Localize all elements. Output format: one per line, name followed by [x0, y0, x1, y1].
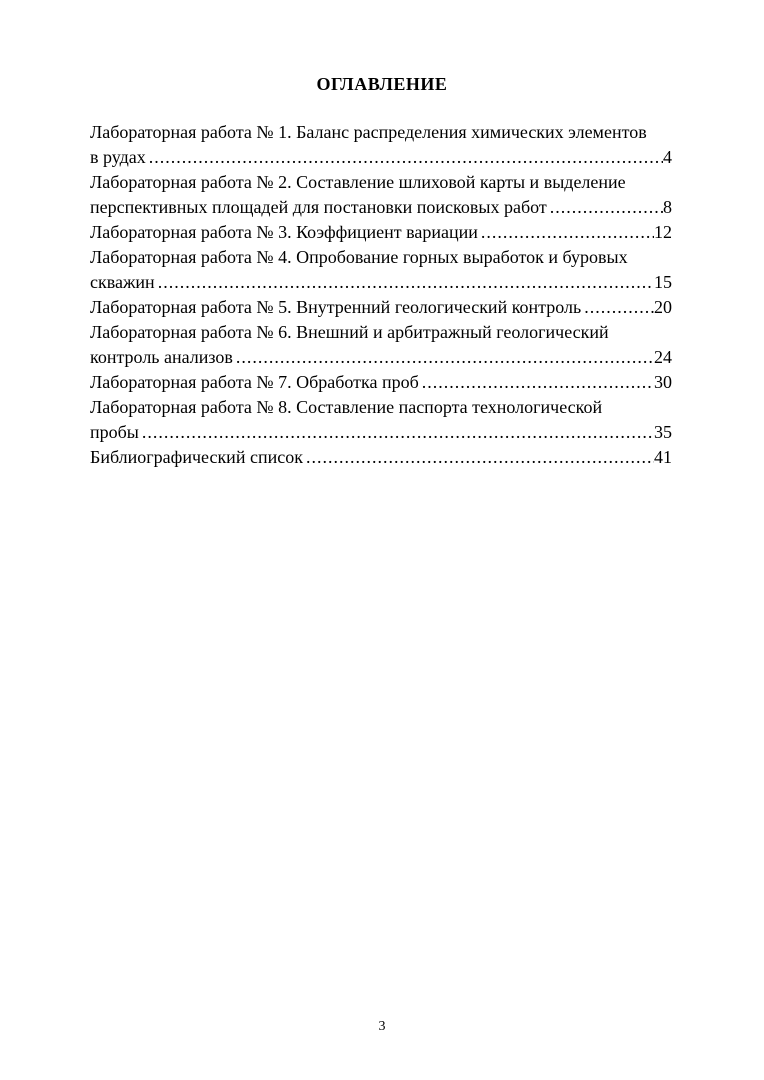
toc-entry-line	[90, 420, 672, 445]
toc-entry-9[interactable]	[90, 445, 672, 470]
toc-page-number: 41	[654, 447, 672, 467]
toc-page-number: 35	[654, 422, 672, 442]
toc-entry-title-continued: скважин	[90, 272, 155, 292]
toc-entry-title: Библиографический список	[90, 447, 303, 467]
dot-leader	[581, 295, 654, 320]
dot-leader	[547, 195, 663, 220]
toc-entry-5[interactable]	[90, 295, 672, 320]
dot-leader	[155, 270, 654, 295]
table-of-contents	[90, 120, 672, 470]
toc-page-number: 4	[663, 147, 672, 167]
toc-title: ОГЛАВЛЕНИЕ	[316, 74, 448, 94]
dot-leader	[233, 345, 654, 370]
toc-entry-title-continued: пробы	[90, 422, 139, 442]
toc-entry-title: Лабораторная работа № 6. Внешний и арбитражный геологический	[90, 322, 609, 342]
toc-entry-4[interactable]	[90, 245, 672, 295]
toc-entry-line	[90, 170, 672, 195]
toc-entry-3[interactable]	[90, 220, 672, 245]
toc-entry-line	[90, 445, 672, 470]
dot-leader	[478, 220, 654, 245]
toc-entry-line	[90, 345, 672, 370]
toc-entry-7[interactable]	[90, 370, 672, 395]
toc-entry-title-continued: контроль анализов	[90, 347, 233, 367]
page-number: 3	[378, 1019, 386, 1034]
toc-entry-title: Лабораторная работа № 3. Коэффициент вариации	[90, 222, 478, 242]
toc-entry-line	[90, 395, 672, 420]
toc-entry-2[interactable]	[90, 170, 672, 220]
toc-page-number: 15	[654, 272, 672, 292]
toc-entry-line	[90, 120, 672, 145]
toc-entry-title-continued: в рудах	[90, 147, 146, 167]
toc-page-number: 30	[654, 372, 672, 392]
toc-entry-line	[90, 145, 672, 170]
toc-entry-title: Лабораторная работа № 2. Составление шлиховой карты и выделение	[90, 172, 626, 192]
toc-entry-line	[90, 370, 672, 395]
toc-page-number: 24	[654, 347, 672, 367]
toc-entry-line	[90, 320, 672, 345]
toc-entry-8[interactable]	[90, 395, 672, 445]
toc-entry-title: Лабораторная работа № 7. Обработка проб	[90, 372, 419, 392]
toc-entry-title: Лабораторная работа № 1. Баланс распределения химических элементов	[90, 122, 647, 142]
toc-entry-title: Лабораторная работа № 4. Опробование горных выработок и буровых	[90, 247, 628, 267]
toc-entry-line	[90, 245, 672, 270]
dot-leader	[419, 370, 654, 395]
toc-entry-line	[90, 295, 672, 320]
dot-leader	[303, 445, 654, 470]
toc-page-number: 20	[654, 297, 672, 317]
toc-entry-title: Лабораторная работа № 8. Составление паспорта технологической	[90, 397, 603, 417]
toc-entry-6[interactable]	[90, 320, 672, 370]
dot-leader	[139, 420, 654, 445]
toc-entry-line	[90, 195, 672, 220]
toc-page-number: 8	[663, 197, 672, 217]
toc-entry-title: Лабораторная работа № 5. Внутренний геологический контроль	[90, 297, 582, 317]
dot-leader	[146, 145, 663, 170]
toc-entry-line	[90, 270, 672, 295]
toc-entry-title-continued: перспективных площадей для постановки поисковых работ	[90, 197, 547, 217]
toc-page-number: 12	[654, 222, 672, 242]
toc-entry-line	[90, 220, 672, 245]
toc-entry-1[interactable]	[90, 120, 672, 170]
